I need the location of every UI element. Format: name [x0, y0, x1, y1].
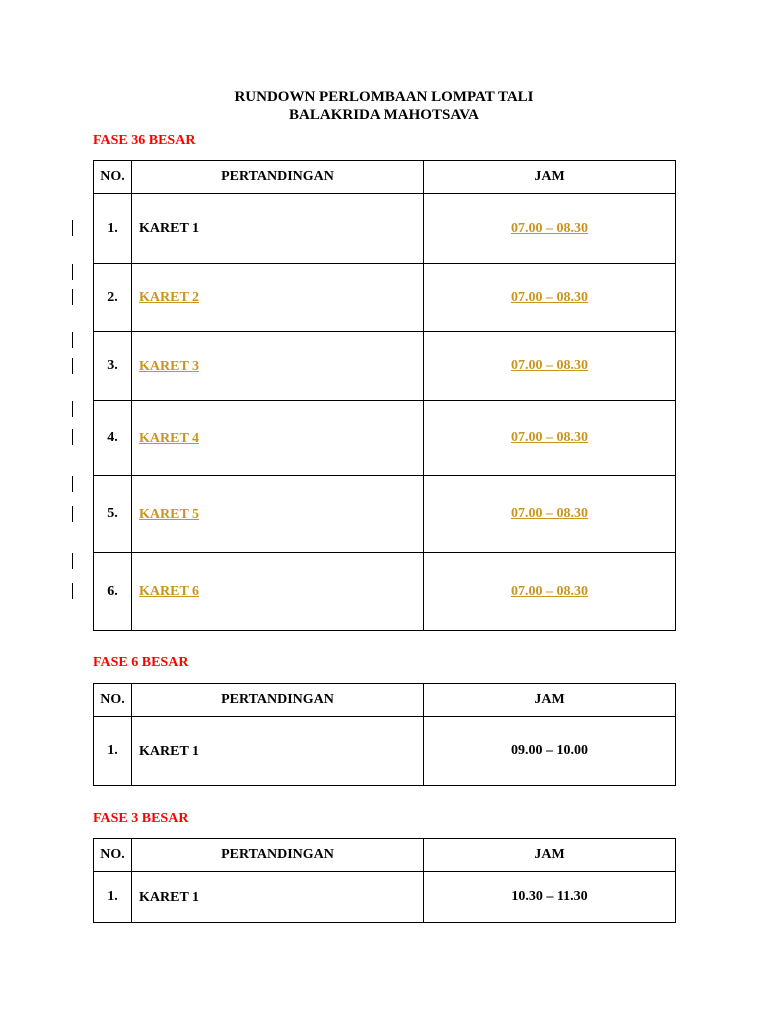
schedule-table-fase-6 [93, 683, 676, 786]
row-number-cell [94, 717, 132, 786]
table-row [94, 553, 676, 631]
table-row [94, 401, 676, 476]
change-bar [72, 401, 73, 417]
time-cell [424, 553, 676, 631]
row-number: 1. [107, 743, 118, 758]
change-bar [72, 506, 73, 522]
time-cell [424, 872, 676, 923]
schedule-table-fase-36 [93, 160, 676, 631]
match-cell [132, 264, 424, 332]
time-cell [424, 332, 676, 401]
match-name: KARET 1 [139, 221, 200, 236]
row-number-cell [94, 264, 132, 332]
match-cell [132, 194, 424, 264]
table-header-row [94, 684, 676, 717]
row-number: 3. [107, 358, 118, 373]
table-row [94, 717, 676, 786]
change-bar [72, 289, 73, 305]
time-value: 07.00 – 08.30 [511, 506, 588, 521]
header-no: NO. [94, 839, 132, 872]
table-row [94, 194, 676, 264]
section-label-fase-6: FASE 6 BESAR [93, 655, 189, 670]
match-cell [132, 332, 424, 401]
row-number-cell [94, 401, 132, 476]
row-number-cell [94, 332, 132, 401]
time-value: 07.00 – 08.30 [511, 358, 588, 373]
change-bar [72, 358, 73, 374]
row-number-cell [94, 872, 132, 923]
time-value: 07.00 – 08.30 [511, 220, 588, 236]
match-cell [132, 717, 424, 786]
time-cell [424, 264, 676, 332]
time-value: 10.30 – 11.30 [511, 889, 588, 904]
table-row [94, 332, 676, 401]
change-bar [72, 583, 73, 599]
time-cell [424, 194, 676, 264]
match-name: KARET 6 [139, 584, 200, 599]
document-subtitle: BALAKRIDA MAHOTSAVA [289, 107, 479, 123]
time-cell [424, 717, 676, 786]
match-name: KARET 2 [139, 290, 200, 305]
time-cell [424, 476, 676, 553]
row-number: 6. [107, 583, 118, 599]
match-name: KARET 5 [139, 506, 200, 522]
row-number: 5. [107, 506, 118, 521]
change-bar [72, 264, 73, 280]
table-row [94, 264, 676, 332]
row-number: 1. [107, 220, 118, 236]
table-row [94, 476, 676, 553]
row-number: 4. [107, 430, 118, 445]
row-number: 1. [107, 889, 118, 904]
schedule-table-fase-3 [93, 838, 676, 923]
match-name: KARET 1 [139, 743, 200, 759]
section-label-fase-36: FASE 36 BESAR [93, 133, 196, 148]
header-no: NO. [94, 161, 132, 194]
time-value: 07.00 – 08.30 [511, 583, 588, 599]
document-title: RUNDOWN PERLOMBAAN LOMPAT TALI [234, 89, 534, 105]
header-match: PERTANDINGAN [132, 161, 424, 194]
header-time: JAM [424, 684, 676, 717]
row-number-cell [94, 553, 132, 631]
header-time: JAM [424, 839, 676, 872]
match-cell [132, 872, 424, 923]
header-time: JAM [424, 161, 676, 194]
header-match: PERTANDINGAN [132, 684, 424, 717]
match-cell [132, 553, 424, 631]
match-name: KARET 4 [139, 430, 200, 446]
time-cell [424, 401, 676, 476]
row-number: 2. [107, 289, 118, 305]
section-label-fase-3: FASE 3 BESAR [93, 811, 189, 826]
change-bar [72, 220, 73, 236]
match-cell [132, 476, 424, 553]
time-value: 09.00 – 10.00 [511, 743, 588, 758]
change-bar [72, 332, 73, 348]
table-row [94, 872, 676, 923]
table-header-row [94, 161, 676, 194]
row-number-cell [94, 194, 132, 264]
header-no: NO. [94, 684, 132, 717]
time-value: 07.00 – 08.30 [511, 430, 588, 445]
header-match: PERTANDINGAN [132, 839, 424, 872]
row-number-cell [94, 476, 132, 553]
table-header-row [94, 839, 676, 872]
time-value: 07.00 – 08.30 [511, 289, 588, 305]
match-name: KARET 1 [139, 889, 200, 905]
match-name: KARET 3 [139, 358, 200, 374]
match-cell [132, 401, 424, 476]
change-bar [72, 429, 73, 445]
change-bar [72, 476, 73, 492]
change-bar [72, 553, 73, 569]
